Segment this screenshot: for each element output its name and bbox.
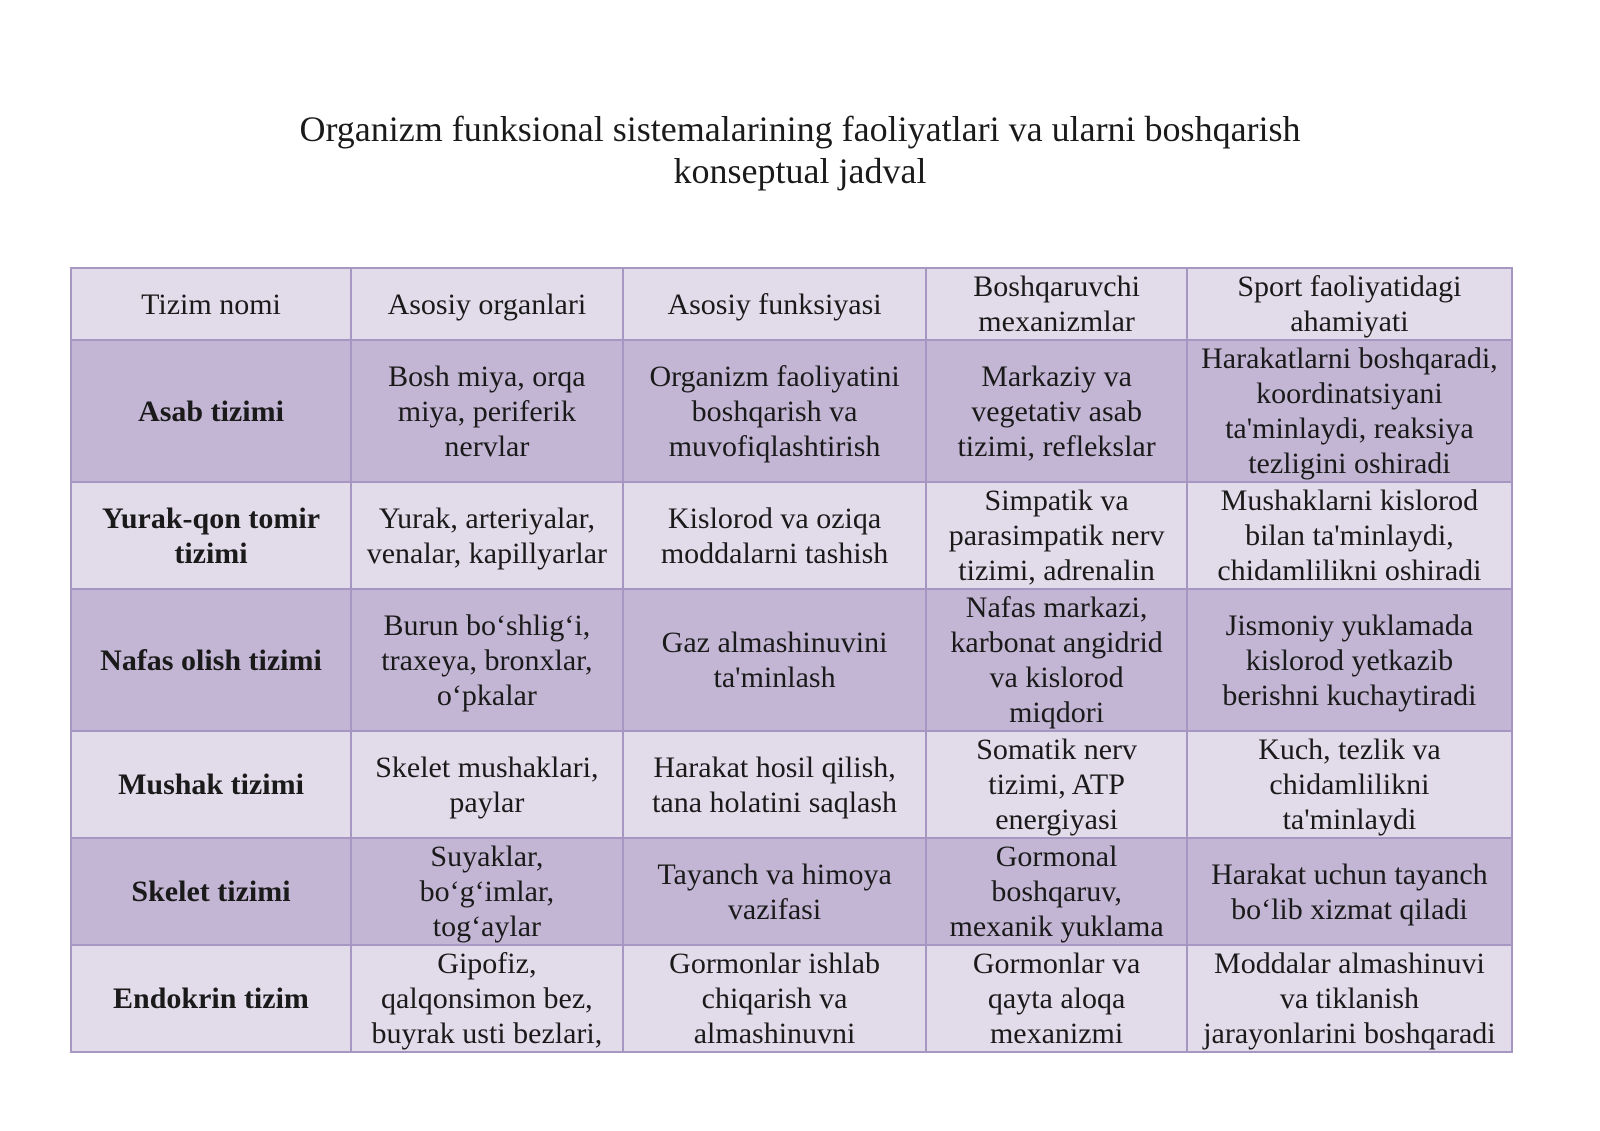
- cell-sport: Moddalar almashinuvi va tiklanish jarayonlarini boshqaradi: [1187, 945, 1512, 1052]
- cell-system-name: Endokrin tizim: [71, 945, 351, 1052]
- systems-table: [70, 267, 1513, 1053]
- title-line-2: konseptual jadval: [673, 151, 927, 191]
- cell-sport: Jismoniy yuklamada kislorod yetkazib berishni kuchaytiradi: [1187, 589, 1512, 731]
- table-row: [71, 945, 1512, 1052]
- cell-organs: Yurak, arteriyalar, venalar, kapillyarlar: [351, 482, 623, 589]
- cell-organs: Suyaklar, bo‘g‘imlar, tog‘aylar: [351, 838, 623, 945]
- cell-sport: Kuch, tezlik va chidamlilikni ta'minlaydi: [1187, 731, 1512, 838]
- header-system-name: Tizim nomi: [71, 268, 351, 340]
- cell-system-name: Nafas olish tizimi: [71, 589, 351, 731]
- header-main-function: Asosiy funksiyasi: [623, 268, 927, 340]
- cell-organs: Burun bo‘shlig‘i, traxeya, bronxlar, o‘pkalar: [351, 589, 623, 731]
- cell-control: Markaziy va vegetativ asab tizimi, reflekslar: [926, 340, 1187, 482]
- table-row: [71, 731, 1512, 838]
- document-title: [200, 108, 1400, 192]
- cell-organs: Skelet mushaklari, paylar: [351, 731, 623, 838]
- cell-control: Gormonal boshqaruv, mexanik yuklama: [926, 838, 1187, 945]
- cell-control: Simpatik va parasimpatik nerv tizimi, adrenalin: [926, 482, 1187, 589]
- header-control-mechanisms: Boshqaruvchi mexanizmlar: [926, 268, 1187, 340]
- cell-control: Nafas markazi, karbonat angidrid va kislorod miqdori: [926, 589, 1187, 731]
- table-row: [71, 340, 1512, 482]
- table-row: [71, 838, 1512, 945]
- table-header-row: [71, 268, 1512, 340]
- header-sport-significance: Sport faoliyatidagi ahamiyati: [1187, 268, 1512, 340]
- cell-control: Somatik nerv tizimi, ATP energiyasi: [926, 731, 1187, 838]
- cell-function: Tayanch va himoya vazifasi: [623, 838, 927, 945]
- header-main-organs: Asosiy organlari: [351, 268, 623, 340]
- cell-system-name: Skelet tizimi: [71, 838, 351, 945]
- cell-organs: Gipofiz, qalqonsimon bez, buyrak usti bezlari,: [351, 945, 623, 1052]
- title-line-1: Organizm funksional sistemalarining faoliyatlari va ularni boshqarish: [299, 109, 1301, 149]
- cell-function: Gormonlar ishlab chiqarish va almashinuvni: [623, 945, 927, 1052]
- table-row: [71, 589, 1512, 731]
- cell-system-name: Asab tizimi: [71, 340, 351, 482]
- cell-function: Kislorod va oziqa moddalarni tashish: [623, 482, 927, 589]
- cell-function: Harakat hosil qilish, tana holatini saqlash: [623, 731, 927, 838]
- cell-sport: Mushaklarni kislorod bilan ta'minlaydi, chidamlilikni oshiradi: [1187, 482, 1512, 589]
- cell-control: Gormonlar va qayta aloqa mexanizmi: [926, 945, 1187, 1052]
- cell-function: Organizm faoliyatini boshqarish va muvofiqlashtirish: [623, 340, 927, 482]
- cell-function: Gaz almashinuvini ta'minlash: [623, 589, 927, 731]
- cell-system-name: Mushak tizimi: [71, 731, 351, 838]
- table-row: [71, 482, 1512, 589]
- cell-organs: Bosh miya, orqa miya, periferik nervlar: [351, 340, 623, 482]
- cell-sport: Harakatlarni boshqaradi, koordinatsiyani ta'minlaydi, reaksiya tezligini oshiradi: [1187, 340, 1512, 482]
- cell-system-name: Yurak-qon tomir tizimi: [71, 482, 351, 589]
- cell-sport: Harakat uchun tayanch bo‘lib xizmat qiladi: [1187, 838, 1512, 945]
